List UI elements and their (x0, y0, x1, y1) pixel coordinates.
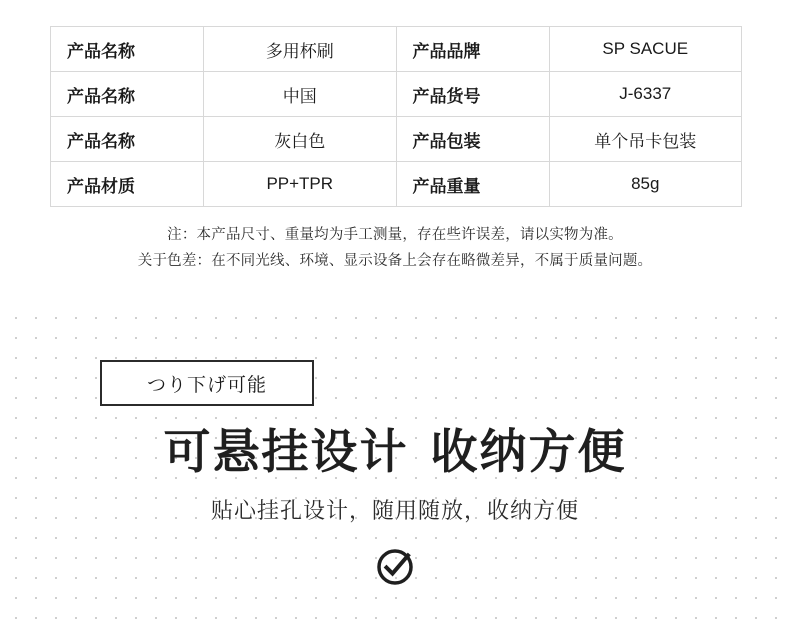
spec-label: 产品名称 (51, 72, 204, 117)
spec-value: 灰白色 (204, 117, 397, 162)
note-measurement: 注：本产品尺寸、重量均为手工测量，存在些许误差，请以实物为准。 (167, 227, 623, 243)
spec-label: 产品名称 (51, 27, 204, 72)
disclaimer-notes (0, 222, 790, 274)
headline-part-1: 可悬挂设计 (163, 425, 409, 478)
table-row (51, 162, 742, 207)
spec-value: 多用杯刷 (204, 27, 397, 72)
table-row (51, 72, 742, 117)
spec-label: 产品品牌 (396, 27, 549, 72)
spec-label: 产品包装 (396, 117, 549, 162)
feature-subline: 贴心挂孔设计，随用随放，收纳方便 (210, 498, 579, 523)
check-circle-icon (0, 542, 790, 588)
table-row (51, 27, 742, 72)
headline-part-2: 收纳方便 (430, 425, 627, 478)
feature-headline (0, 422, 790, 482)
note-color-difference: 关于色差：在不同光线、环境、显示设备上会存在略微差异，不属于质量问题。 (137, 253, 653, 269)
spec-label: 产品材质 (51, 162, 204, 207)
spec-label: 产品货号 (396, 72, 549, 117)
spec-label: 产品名称 (51, 117, 204, 162)
product-spec-table (50, 26, 742, 207)
spec-value: J-6337 (549, 72, 742, 117)
spec-value: SP SACUE (549, 27, 742, 72)
spec-value: 中国 (204, 72, 397, 117)
table-row (51, 117, 742, 162)
feature-section (0, 302, 790, 621)
spec-label: 产品重量 (396, 162, 549, 207)
spec-value: 85g (549, 162, 742, 207)
spec-value: 单个吊卡包装 (549, 117, 742, 162)
feature-tag-label: つり下げ可能 (146, 374, 267, 396)
spec-value: PP+TPR (204, 162, 397, 207)
feature-tag-box (100, 360, 314, 406)
